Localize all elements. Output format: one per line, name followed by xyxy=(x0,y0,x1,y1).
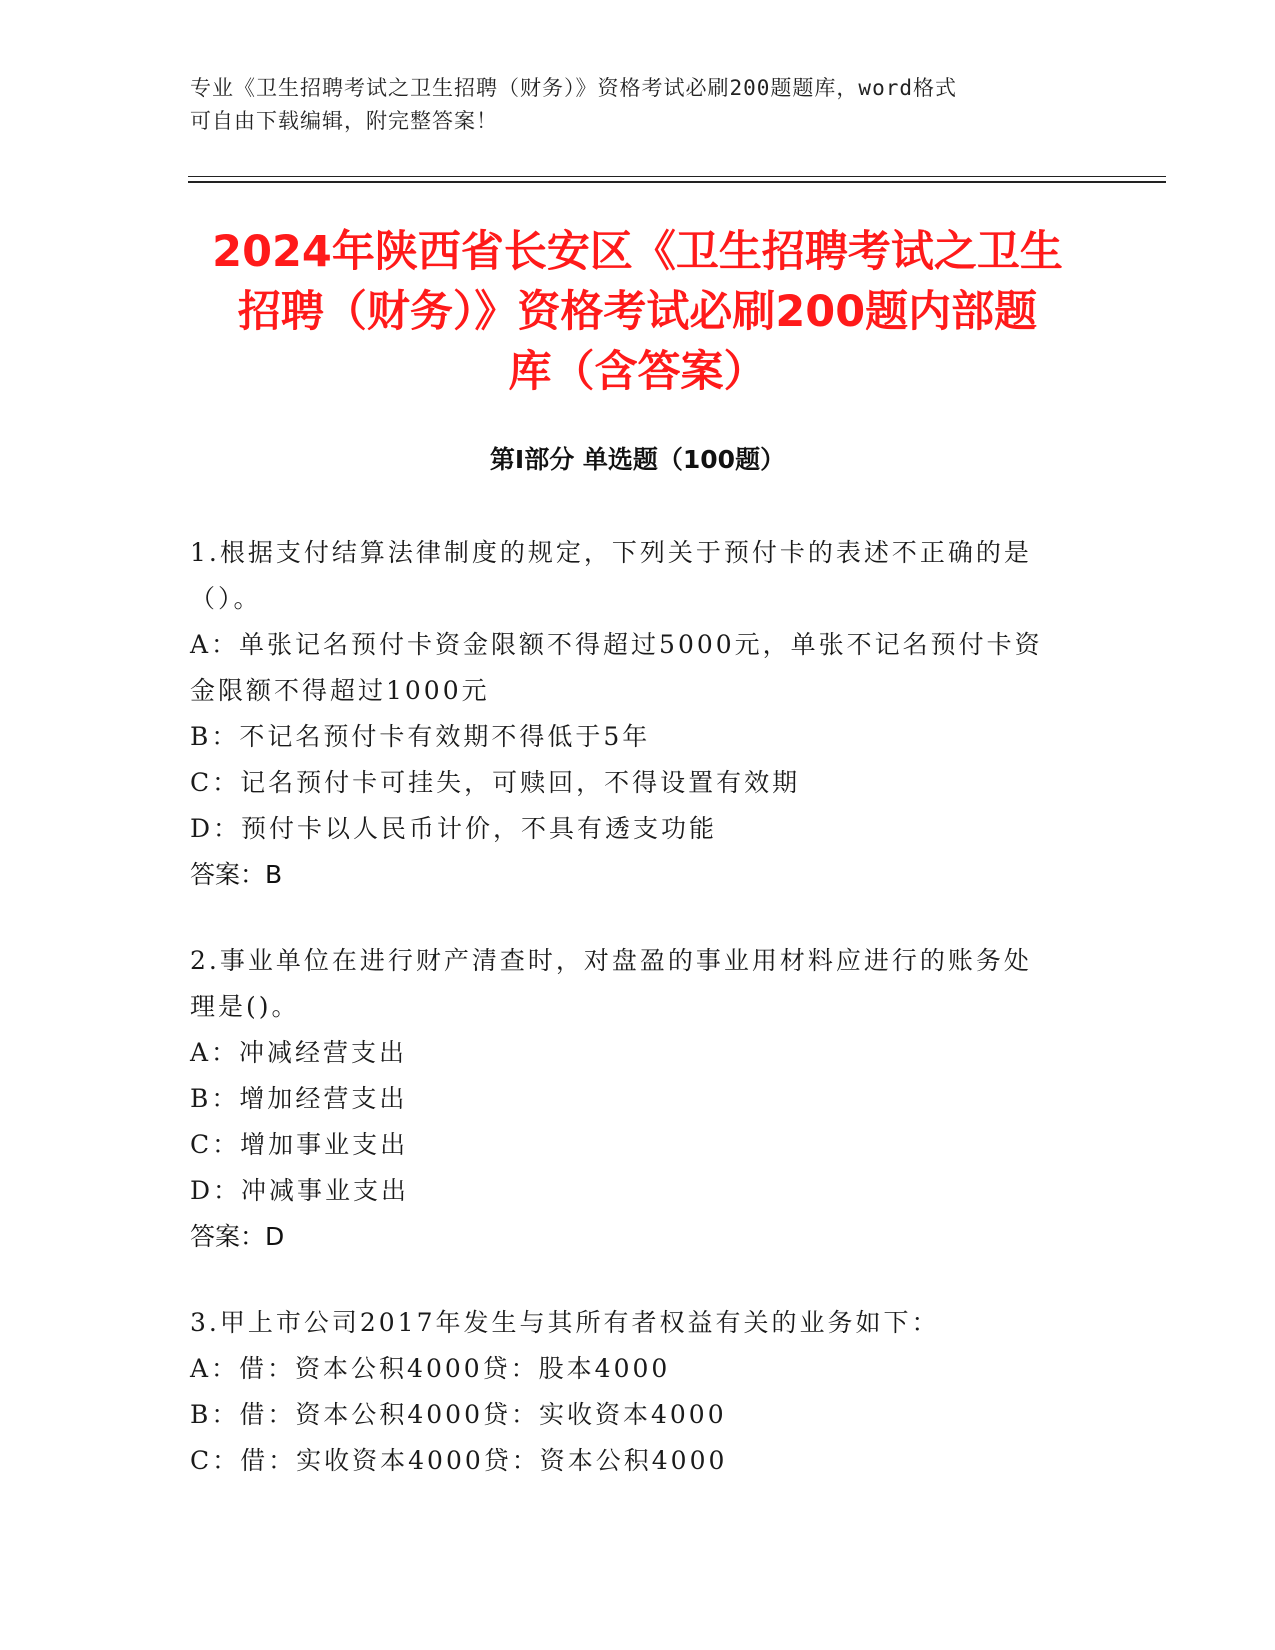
header-note-line-1: 专业《卫生招聘考试之卫生招聘（财务）》资格考试必刷200题题库，word格式 xyxy=(190,76,957,100)
question-1 xyxy=(190,530,1090,898)
question-stem-line: 理是()。 xyxy=(190,992,300,1021)
header-note-line-2: 可自由下载编辑，附完整答案！ xyxy=(190,109,498,133)
document-title-line-3: 库（含答案） xyxy=(508,347,767,397)
option-a: A：借：资本公积4000贷：股本4000 xyxy=(190,1354,671,1383)
option-b: B：不记名预付卡有效期不得低于5年 xyxy=(190,722,651,751)
question-stem-line: （）。 xyxy=(190,584,262,613)
question-list xyxy=(190,530,1090,1524)
option-c: C：借：实收资本4000贷：资本公积4000 xyxy=(190,1446,728,1475)
option-b: B：借：资本公积4000贷：实收资本4000 xyxy=(190,1400,727,1429)
option-d: D：预付卡以人民币计价，不具有透支功能 xyxy=(190,814,718,843)
question-3 xyxy=(190,1300,1090,1484)
question-stem-line: 2.事业单位在进行财产清查时，对盘盈的事业用材料应进行的账务处 xyxy=(190,946,1032,975)
option-c: C：记名预付卡可挂失，可赎回，不得设置有效期 xyxy=(190,768,801,797)
option-d: D：冲减事业支出 xyxy=(190,1176,410,1205)
question-stem-line: 3.甲上市公司2017年发生与其所有者权益有关的业务如下： xyxy=(190,1308,940,1337)
section-heading: 第Ⅰ部分 单选题（100题） xyxy=(489,445,786,474)
option-a: A：单张记名预付卡资金限额不得超过5000元，单张不记名预付卡资 xyxy=(190,630,1043,659)
header-divider-thick xyxy=(188,181,1166,183)
header-divider-thin xyxy=(188,176,1166,177)
question-2 xyxy=(190,938,1090,1260)
option-a-continued: 金限额不得超过1000元 xyxy=(190,676,490,705)
answer: 答案：D xyxy=(190,1222,285,1251)
document-title-line-1: 2024年陕西省长安区《卫生招聘考试之卫生 xyxy=(212,227,1063,277)
header-note xyxy=(190,72,1090,138)
question-stem-line: 1.根据支付结算法律制度的规定，下列关于预付卡的表述不正确的是 xyxy=(190,538,1032,567)
option-c: C：增加事业支出 xyxy=(190,1130,409,1159)
document-title-line-2: 招聘（财务）》资格考试必刷200题内部题 xyxy=(237,287,1038,337)
document-title xyxy=(150,222,1125,402)
option-a: A：冲减经营支出 xyxy=(190,1038,408,1067)
option-b: B：增加经营支出 xyxy=(190,1084,408,1113)
answer: 答案：B xyxy=(190,860,283,889)
